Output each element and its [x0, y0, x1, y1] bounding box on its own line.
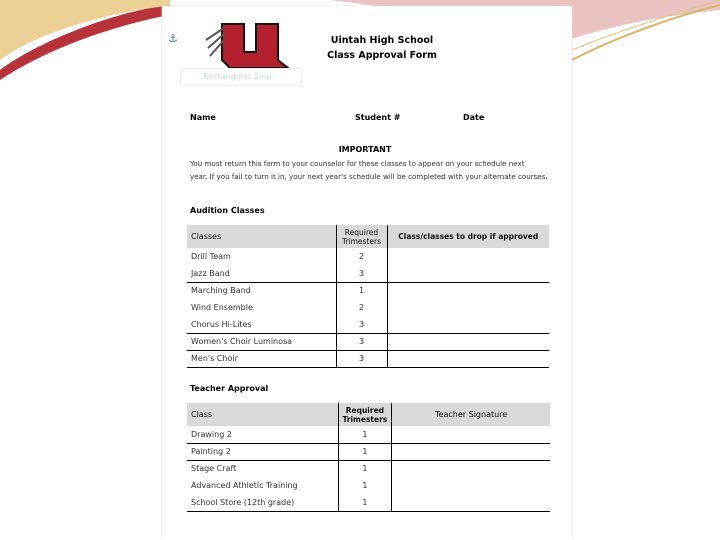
important-heading	[162, 145, 572, 154]
notice-line-2: year. If you fail to turn it in, your next year's schedule will be completed with your alternate courses.	[190, 172, 548, 181]
drop-cell[interactable]	[387, 316, 549, 333]
table-header	[187, 225, 549, 248]
header-class: Class	[187, 403, 338, 426]
header-trimesters: Required Trimesters	[338, 403, 392, 426]
class-name: Painting 2	[187, 443, 338, 460]
school-name	[162, 35, 572, 46]
table-row	[187, 248, 549, 265]
table-row	[187, 265, 549, 282]
table-row	[187, 494, 550, 511]
signature-cell[interactable]	[392, 477, 550, 494]
drop-cell[interactable]	[387, 350, 549, 367]
signature-cell[interactable]	[392, 443, 550, 460]
trimesters: 1	[338, 443, 392, 460]
drop-cell[interactable]	[387, 248, 549, 265]
class-name: Chorus Hi-Lites	[187, 316, 336, 333]
table-row	[187, 350, 549, 367]
school-name-text: Uintah High School	[330, 35, 434, 46]
table-row	[187, 299, 549, 316]
signature-cell[interactable]	[392, 494, 550, 511]
notice-text	[190, 157, 548, 183]
trimesters: 1	[338, 477, 392, 494]
student-number-label: Student #	[355, 113, 401, 122]
trimesters: 3	[336, 316, 387, 333]
table-row	[187, 460, 550, 477]
form-title	[162, 50, 572, 61]
class-name: Advanced Athletic Training	[191, 481, 298, 490]
anchor-icon: ⚓	[168, 32, 178, 45]
drop-cell[interactable]	[387, 333, 549, 350]
signature-cell[interactable]	[392, 426, 550, 443]
trimesters: 1	[336, 282, 387, 299]
class-name: School Store (12th grade)	[187, 494, 338, 511]
trimesters: 1	[338, 426, 392, 443]
audition-heading: Audition Classes	[190, 206, 265, 215]
class-name: Drill Team	[191, 252, 231, 261]
form-title-text: Class Approval Form	[327, 50, 437, 61]
signature-cell[interactable]	[392, 460, 550, 477]
header-classes: Classes	[187, 225, 336, 248]
trimesters: 2	[336, 248, 387, 265]
trimesters: 1	[338, 460, 392, 477]
date-label: Date	[463, 113, 485, 122]
class-name: Marching Band	[191, 286, 251, 296]
trimesters: 3	[336, 265, 387, 282]
trimesters: 3	[336, 350, 387, 367]
class-approval-form	[162, 6, 572, 540]
drop-cell[interactable]	[387, 299, 549, 316]
table-row	[187, 443, 550, 460]
table-header	[187, 403, 550, 426]
table-row	[187, 426, 550, 443]
header-trimesters: Required Trimesters	[336, 225, 387, 248]
header-signature: Teacher Signature	[392, 403, 550, 426]
class-name: Jazz Band	[187, 265, 336, 282]
class-name: Stage Craft	[191, 464, 237, 474]
class-name: Men's Choir	[187, 350, 336, 367]
table-row	[187, 333, 549, 350]
notice-line-1: You must return this form to your counselor for these classes to appear on your schedule next	[190, 159, 525, 168]
audition-table	[187, 225, 549, 368]
table-row	[187, 477, 550, 494]
header-drop: Class/classes to drop if approved	[387, 225, 549, 248]
drop-cell[interactable]	[387, 265, 549, 282]
name-label: Name	[190, 113, 216, 122]
drop-cell[interactable]	[387, 282, 549, 299]
table-row	[187, 282, 549, 299]
trimesters: 1	[338, 494, 392, 511]
snip-tool-overlay: Rectangular Snip	[180, 68, 302, 86]
teacher-approval-table	[187, 403, 550, 512]
class-name: Drawing 2	[187, 426, 338, 443]
trimesters: 2	[336, 299, 387, 316]
class-name: Wind Ensemble	[191, 303, 253, 312]
table-row	[187, 316, 549, 333]
trimesters: 3	[336, 333, 387, 350]
class-name: Women's Choir Luminosa	[187, 333, 336, 350]
important-text: IMPORTANT	[338, 145, 392, 154]
teacher-approval-heading: Teacher Approval	[190, 384, 269, 393]
